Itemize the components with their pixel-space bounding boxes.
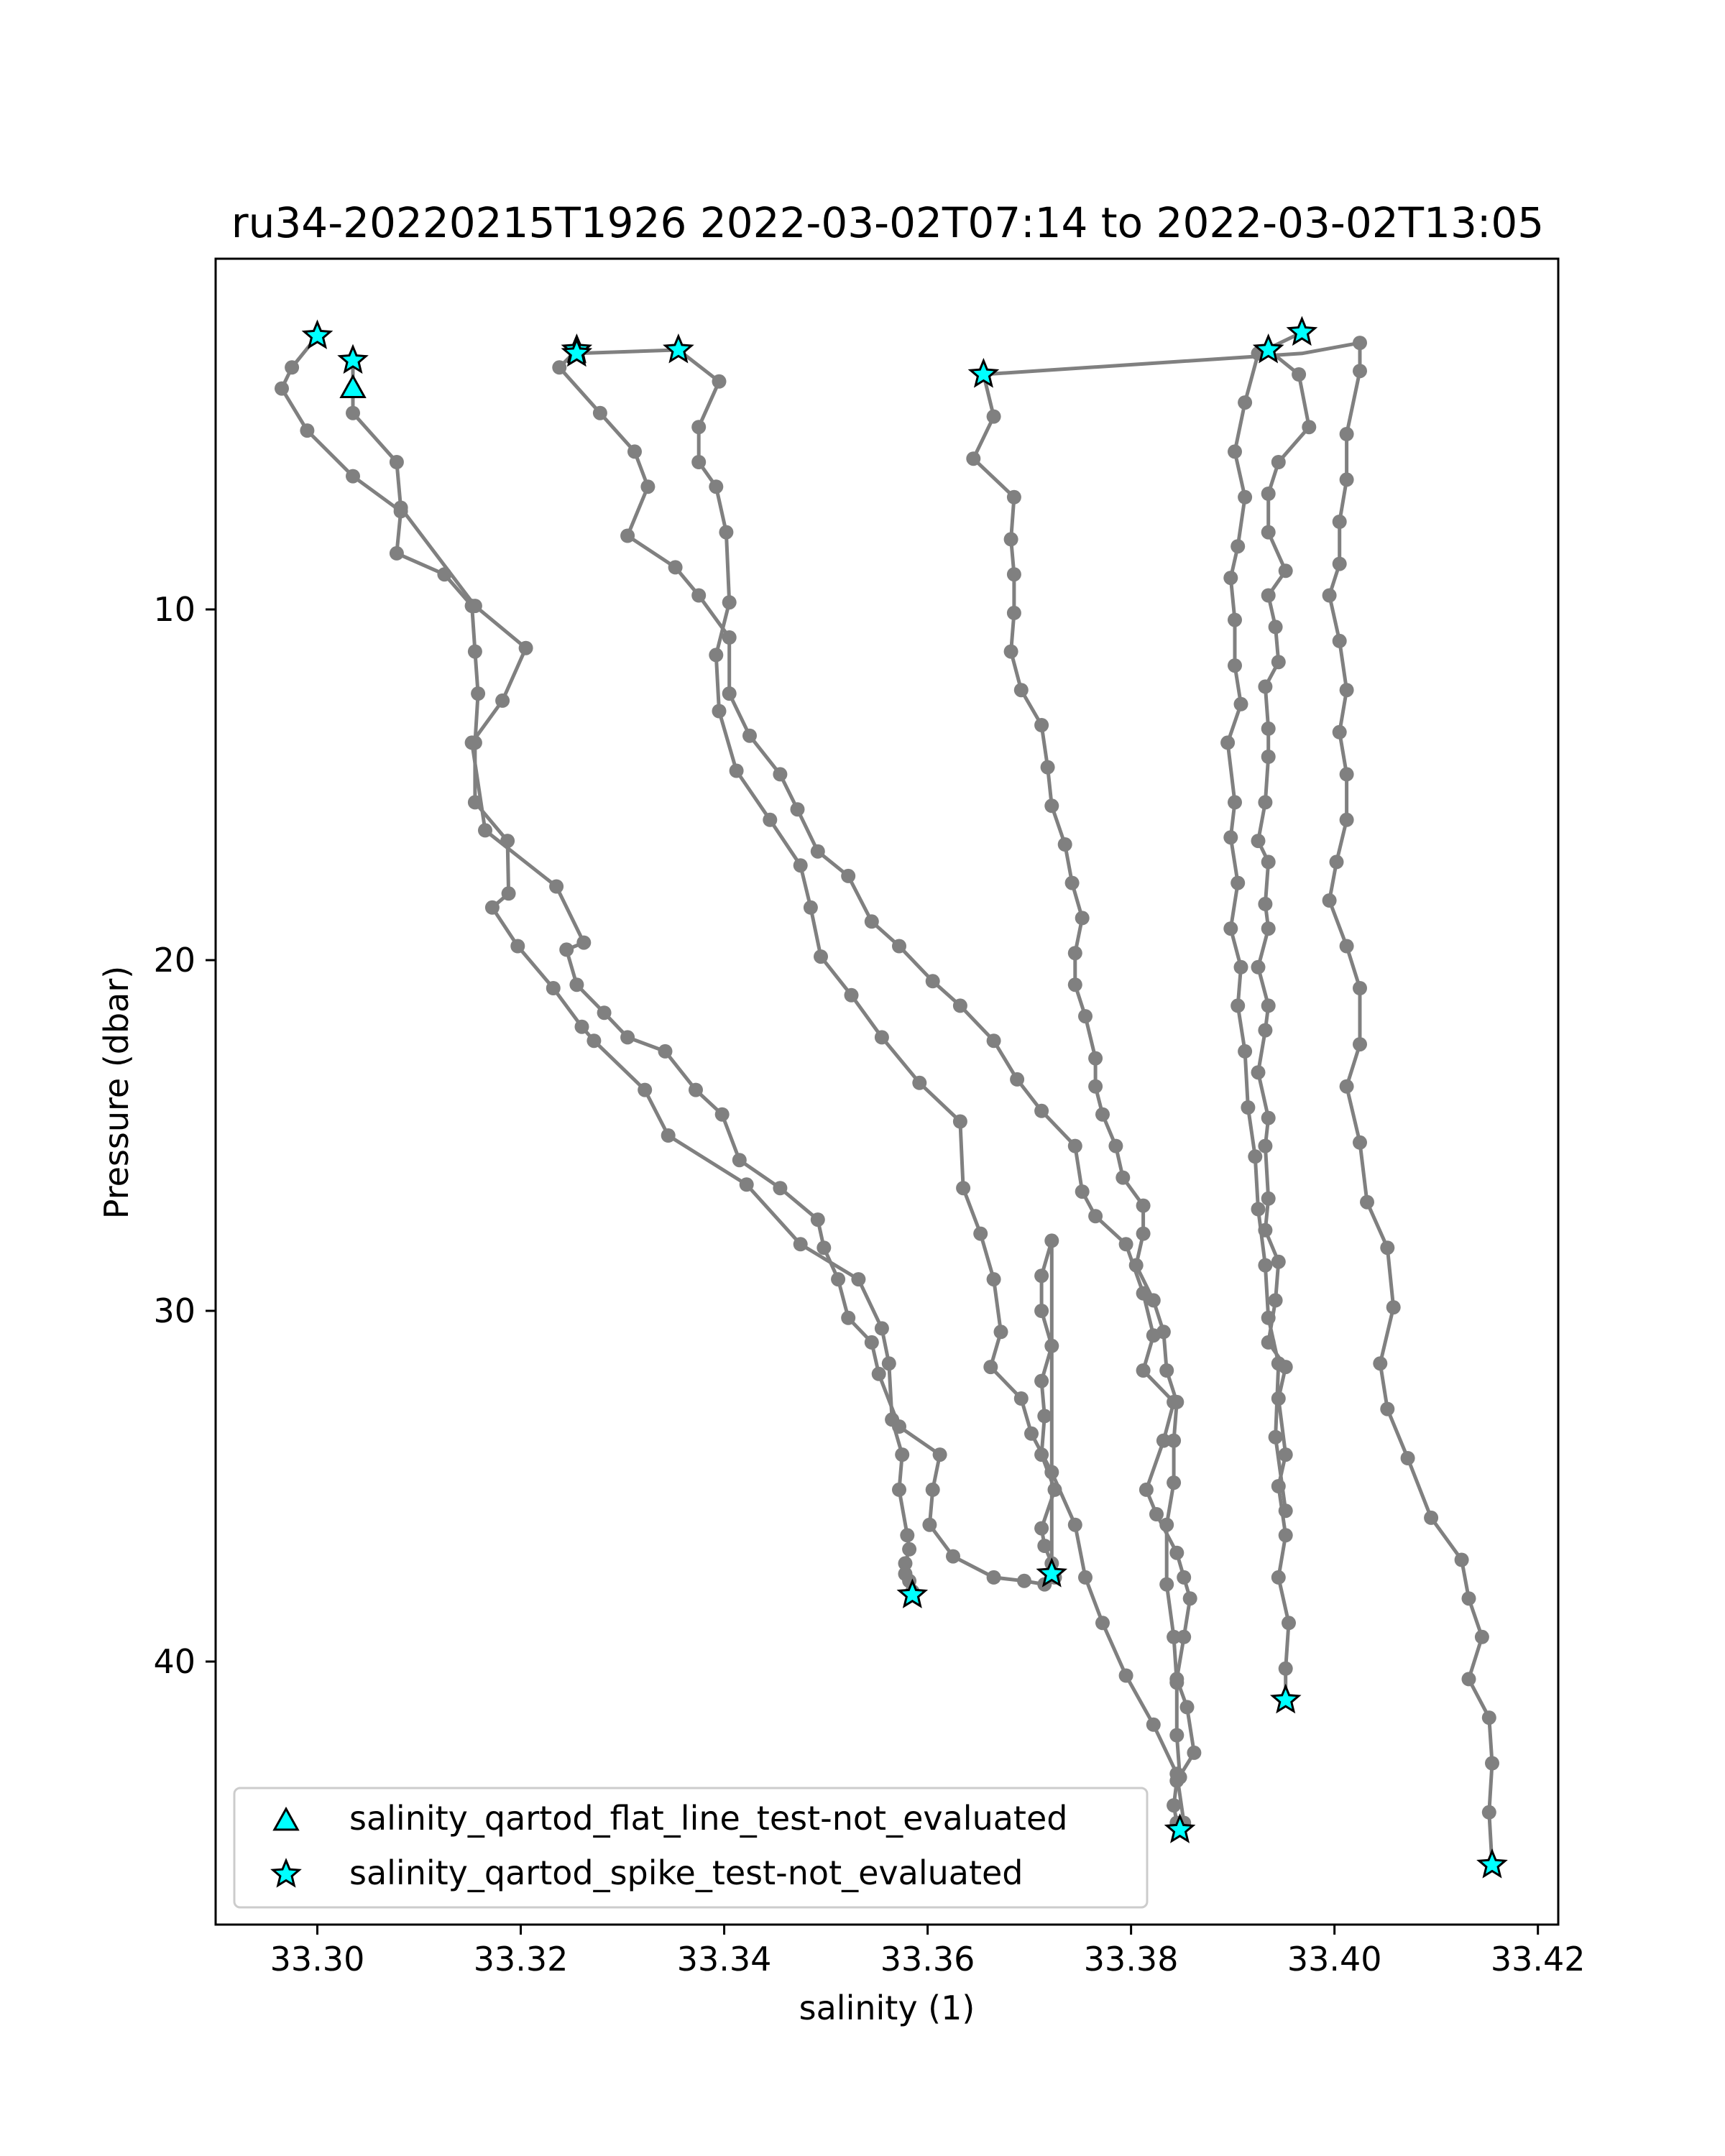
data-point	[1034, 718, 1049, 732]
data-point	[1068, 946, 1082, 960]
data-point	[1333, 634, 1347, 648]
data-point	[1234, 960, 1248, 975]
data-point	[1271, 455, 1286, 469]
data-point	[1269, 619, 1283, 634]
data-point	[816, 1240, 831, 1255]
data-point	[390, 546, 404, 561]
data-point	[732, 1153, 747, 1167]
y-tick-label: 30	[153, 1291, 196, 1330]
data-point	[1075, 1184, 1090, 1199]
data-point	[973, 1227, 988, 1241]
data-point	[1401, 1451, 1415, 1465]
data-point	[346, 406, 360, 420]
data-point	[1258, 1023, 1272, 1038]
x-tick-label: 33.34	[676, 1940, 772, 1978]
data-point	[845, 988, 859, 1003]
data-point	[1116, 1171, 1130, 1185]
data-point	[1261, 1111, 1276, 1125]
x-tick-label: 33.30	[270, 1940, 365, 1978]
data-point	[794, 858, 808, 872]
data-point	[719, 525, 733, 540]
data-point	[811, 1212, 825, 1227]
data-point	[1169, 1395, 1184, 1409]
data-point	[1340, 767, 1354, 781]
data-point	[1462, 1591, 1476, 1606]
data-point	[1261, 750, 1276, 764]
data-point	[1485, 1756, 1499, 1771]
data-point	[1261, 589, 1276, 603]
data-point	[1340, 1079, 1354, 1094]
data-point	[1279, 1528, 1293, 1542]
data-point	[1223, 571, 1238, 585]
data-point	[875, 1030, 889, 1044]
data-point	[510, 939, 525, 954]
data-point	[1177, 1570, 1191, 1585]
data-point	[1271, 1356, 1286, 1370]
data-point	[1380, 1240, 1394, 1255]
data-point	[502, 886, 516, 900]
data-point	[1159, 1363, 1174, 1378]
data-point	[1014, 683, 1029, 697]
data-point	[1223, 921, 1238, 936]
data-point	[730, 764, 744, 778]
y-tick-label: 10	[153, 590, 196, 629]
data-point	[1279, 1662, 1293, 1676]
data-point	[390, 455, 404, 469]
data-point	[892, 1483, 906, 1497]
data-point	[926, 974, 940, 988]
data-point	[902, 1542, 916, 1557]
data-point	[586, 1033, 601, 1048]
data-point	[1373, 1356, 1387, 1370]
data-point	[1034, 1521, 1049, 1536]
x-tick-label: 33.38	[1083, 1940, 1179, 1978]
data-point	[1075, 911, 1090, 925]
data-point	[987, 1272, 1001, 1286]
data-point	[285, 360, 299, 374]
data-point	[709, 479, 723, 494]
data-point	[872, 1367, 886, 1381]
data-point	[478, 823, 492, 837]
data-point	[1136, 1199, 1151, 1213]
data-point	[1228, 444, 1242, 459]
data-point	[1333, 515, 1347, 529]
data-point	[1034, 1374, 1049, 1388]
data-point	[1167, 1475, 1181, 1490]
data-point	[1167, 1630, 1181, 1644]
data-point	[1187, 1746, 1201, 1760]
data-point	[865, 1335, 879, 1350]
data-point	[875, 1321, 889, 1335]
data-point	[1228, 795, 1242, 809]
data-point	[1261, 525, 1276, 540]
data-point	[691, 420, 706, 434]
data-point	[1180, 1700, 1195, 1714]
data-point	[1041, 760, 1055, 775]
data-point	[722, 630, 737, 645]
data-point	[1424, 1511, 1438, 1525]
data-point	[1044, 798, 1059, 813]
data-point	[1340, 427, 1354, 441]
data-point	[1037, 1539, 1052, 1553]
data-point	[1088, 1079, 1103, 1094]
x-tick-label: 33.42	[1490, 1940, 1586, 1978]
data-point	[1271, 1570, 1286, 1585]
data-point	[1340, 813, 1354, 827]
data-point	[1010, 1072, 1024, 1087]
data-point	[593, 406, 607, 420]
data-point	[1156, 1325, 1171, 1339]
data-point	[1271, 655, 1286, 669]
data-point	[300, 423, 314, 438]
x-tick-label: 33.32	[473, 1940, 569, 1978]
data-point	[1129, 1258, 1144, 1273]
data-point	[1251, 834, 1266, 848]
data-point	[912, 1076, 926, 1090]
data-point	[811, 844, 825, 859]
data-point	[1258, 1139, 1272, 1153]
data-point	[1095, 1616, 1110, 1630]
data-point	[1044, 1339, 1059, 1353]
data-point	[1261, 921, 1276, 936]
data-point	[1220, 735, 1235, 750]
data-point	[709, 648, 723, 662]
data-point	[1088, 1209, 1103, 1223]
data-point	[1353, 1037, 1367, 1051]
data-point	[1330, 854, 1344, 869]
data-point	[1282, 1616, 1296, 1630]
data-point	[576, 936, 591, 950]
data-point	[1034, 1268, 1049, 1283]
data-point	[658, 1044, 673, 1059]
data-point	[638, 1083, 652, 1097]
data-point	[1234, 697, 1248, 711]
data-point	[1261, 998, 1276, 1013]
data-point	[841, 869, 855, 883]
data-point	[1292, 367, 1306, 382]
data-point	[773, 1181, 787, 1195]
data-point	[471, 686, 485, 701]
data-point	[1251, 1202, 1266, 1217]
data-point	[1068, 1139, 1082, 1153]
data-point	[1007, 567, 1021, 581]
data-point	[1065, 876, 1080, 890]
data-point	[814, 949, 828, 964]
data-point	[1353, 981, 1367, 995]
data-point	[1230, 876, 1245, 890]
data-point	[804, 900, 818, 915]
data-point	[1228, 658, 1242, 673]
data-point	[1230, 998, 1245, 1013]
data-point	[1386, 1300, 1401, 1314]
y-axis-label: Pressure (dbar)	[97, 965, 136, 1220]
data-point	[763, 813, 777, 827]
data-point	[661, 1128, 676, 1143]
data-point	[983, 1360, 998, 1374]
data-point	[1034, 1104, 1049, 1118]
data-point	[712, 704, 727, 719]
data-point	[1251, 960, 1266, 975]
data-point	[394, 501, 408, 515]
data-point	[851, 1272, 865, 1286]
data-point	[715, 1107, 730, 1122]
data-point	[1173, 1770, 1187, 1784]
data-point	[742, 729, 757, 743]
data-point	[1146, 1293, 1161, 1307]
data-point	[1136, 1363, 1151, 1378]
data-point	[1078, 1570, 1092, 1585]
data-point	[794, 1237, 808, 1251]
data-point	[953, 998, 967, 1013]
data-point	[1169, 1675, 1184, 1690]
data-point	[668, 560, 683, 574]
data-point	[468, 645, 482, 659]
data-point	[575, 1020, 589, 1034]
legend-label-flat-line: salinity_qartod_flat_line_test-not_evaluated	[349, 1799, 1068, 1838]
data-point	[892, 1419, 906, 1434]
data-point	[1167, 1798, 1181, 1812]
data-point	[275, 382, 289, 396]
data-point	[1058, 837, 1072, 852]
data-point	[1108, 1139, 1123, 1153]
data-point	[1279, 1447, 1293, 1462]
data-point	[1007, 490, 1021, 505]
data-point	[1238, 490, 1252, 505]
data-point	[1238, 1044, 1252, 1059]
data-point	[1004, 645, 1018, 659]
data-point	[1230, 539, 1245, 553]
data-point	[1136, 1227, 1151, 1241]
data-point	[946, 1549, 960, 1564]
x-axis-label: salinity (1)	[799, 1989, 975, 2027]
data-point	[1068, 1518, 1082, 1532]
data-point	[773, 767, 787, 781]
data-point	[620, 529, 635, 543]
data-point	[691, 455, 706, 469]
data-point	[1340, 939, 1354, 954]
data-point	[1248, 1149, 1262, 1164]
data-point	[559, 942, 574, 957]
data-point	[1183, 1591, 1197, 1606]
data-point	[892, 939, 906, 954]
data-point	[546, 981, 561, 995]
data-point	[468, 599, 482, 613]
data-point	[1159, 1577, 1174, 1592]
data-point	[1228, 613, 1242, 627]
data-point	[640, 479, 655, 494]
data-point	[495, 694, 510, 708]
data-point	[740, 1177, 754, 1192]
data-point	[1258, 795, 1272, 809]
data-point	[689, 1083, 703, 1097]
data-point	[1223, 830, 1238, 844]
y-tick-label: 40	[153, 1642, 196, 1681]
data-point	[1024, 1427, 1039, 1441]
data-point	[1014, 1391, 1029, 1406]
data-point	[1333, 725, 1347, 740]
data-point	[1302, 420, 1316, 434]
data-point	[1340, 683, 1354, 697]
data-point	[485, 900, 500, 915]
data-point	[987, 410, 1001, 424]
data-point	[1004, 532, 1018, 546]
legend-label-spike: salinity_qartod_spike_test-not_evaluated	[349, 1853, 1024, 1892]
data-point	[465, 735, 479, 750]
data-point	[1482, 1710, 1496, 1725]
data-point	[1044, 1465, 1059, 1480]
data-point	[1119, 1237, 1133, 1251]
data-point	[1095, 1107, 1110, 1122]
data-point	[966, 451, 980, 466]
data-point	[1261, 1192, 1276, 1206]
data-point	[722, 595, 737, 609]
data-point	[1271, 1255, 1286, 1269]
data-point	[1261, 487, 1276, 501]
data-point	[1322, 893, 1337, 908]
data-point	[953, 1115, 967, 1129]
data-point	[722, 686, 737, 701]
data-point	[1462, 1672, 1476, 1686]
data-point	[1088, 1051, 1103, 1066]
data-point	[1261, 722, 1276, 736]
x-tick-label: 33.40	[1287, 1940, 1382, 1978]
data-point	[1353, 1135, 1367, 1150]
data-point	[1353, 364, 1367, 378]
data-point	[1279, 563, 1293, 578]
data-point	[1139, 1483, 1154, 1497]
chart-title: ru34-20220215T1926 2022-03-02T07:14 to 2022-03-02T13:05	[231, 198, 1545, 247]
data-point	[895, 1447, 909, 1462]
data-point	[1078, 1009, 1092, 1023]
data-point	[1169, 1546, 1184, 1560]
data-point	[1037, 1409, 1052, 1423]
data-point	[1340, 472, 1354, 487]
data-point	[691, 589, 706, 603]
data-point	[1258, 1258, 1272, 1273]
data-point	[1261, 1311, 1276, 1325]
data-point	[865, 914, 879, 929]
data-point	[1149, 1507, 1164, 1521]
data-point	[1044, 1233, 1059, 1248]
data-point	[1119, 1669, 1133, 1683]
data-point	[1258, 897, 1272, 911]
data-point	[597, 1005, 612, 1020]
data-point	[831, 1272, 845, 1286]
data-point	[987, 1570, 1001, 1585]
data-point	[519, 641, 533, 655]
data-point	[1258, 679, 1272, 694]
data-point	[1269, 1293, 1283, 1307]
data-point	[987, 1033, 1001, 1048]
data-point	[882, 1356, 896, 1370]
data-point	[1455, 1553, 1469, 1567]
data-point	[1482, 1805, 1496, 1820]
data-point	[1169, 1728, 1184, 1743]
data-point	[1322, 589, 1337, 603]
data-point	[1159, 1518, 1174, 1532]
data-point	[1034, 1304, 1049, 1318]
data-point	[1475, 1630, 1489, 1644]
data-point	[956, 1181, 970, 1195]
data-point	[627, 444, 642, 459]
data-point	[1333, 557, 1347, 571]
data-point	[1068, 977, 1082, 992]
data-point	[620, 1030, 635, 1044]
data-point	[1251, 1065, 1266, 1079]
x-tick-label: 33.36	[880, 1940, 975, 1978]
data-point	[712, 374, 727, 389]
data-point	[841, 1311, 855, 1325]
data-point	[1261, 854, 1276, 869]
data-point	[1146, 1718, 1161, 1732]
data-point	[1269, 1430, 1283, 1445]
data-point	[933, 1447, 947, 1462]
data-point	[791, 802, 805, 816]
data-point	[1360, 1195, 1374, 1210]
data-point	[346, 469, 360, 484]
data-point	[1007, 606, 1021, 620]
data-point	[1380, 1402, 1394, 1416]
data-point	[900, 1528, 914, 1542]
data-point	[994, 1325, 1008, 1339]
data-point	[926, 1483, 940, 1497]
data-point	[552, 360, 566, 374]
data-point	[1167, 1434, 1181, 1448]
data-point	[1241, 1100, 1255, 1115]
data-point	[1279, 1503, 1293, 1518]
y-tick-label: 20	[153, 941, 196, 980]
data-point	[1238, 395, 1252, 410]
data-point	[1017, 1574, 1031, 1588]
data-point	[549, 880, 564, 894]
data-point	[922, 1518, 937, 1532]
data-point	[569, 977, 584, 992]
legend	[234, 1788, 1147, 1907]
